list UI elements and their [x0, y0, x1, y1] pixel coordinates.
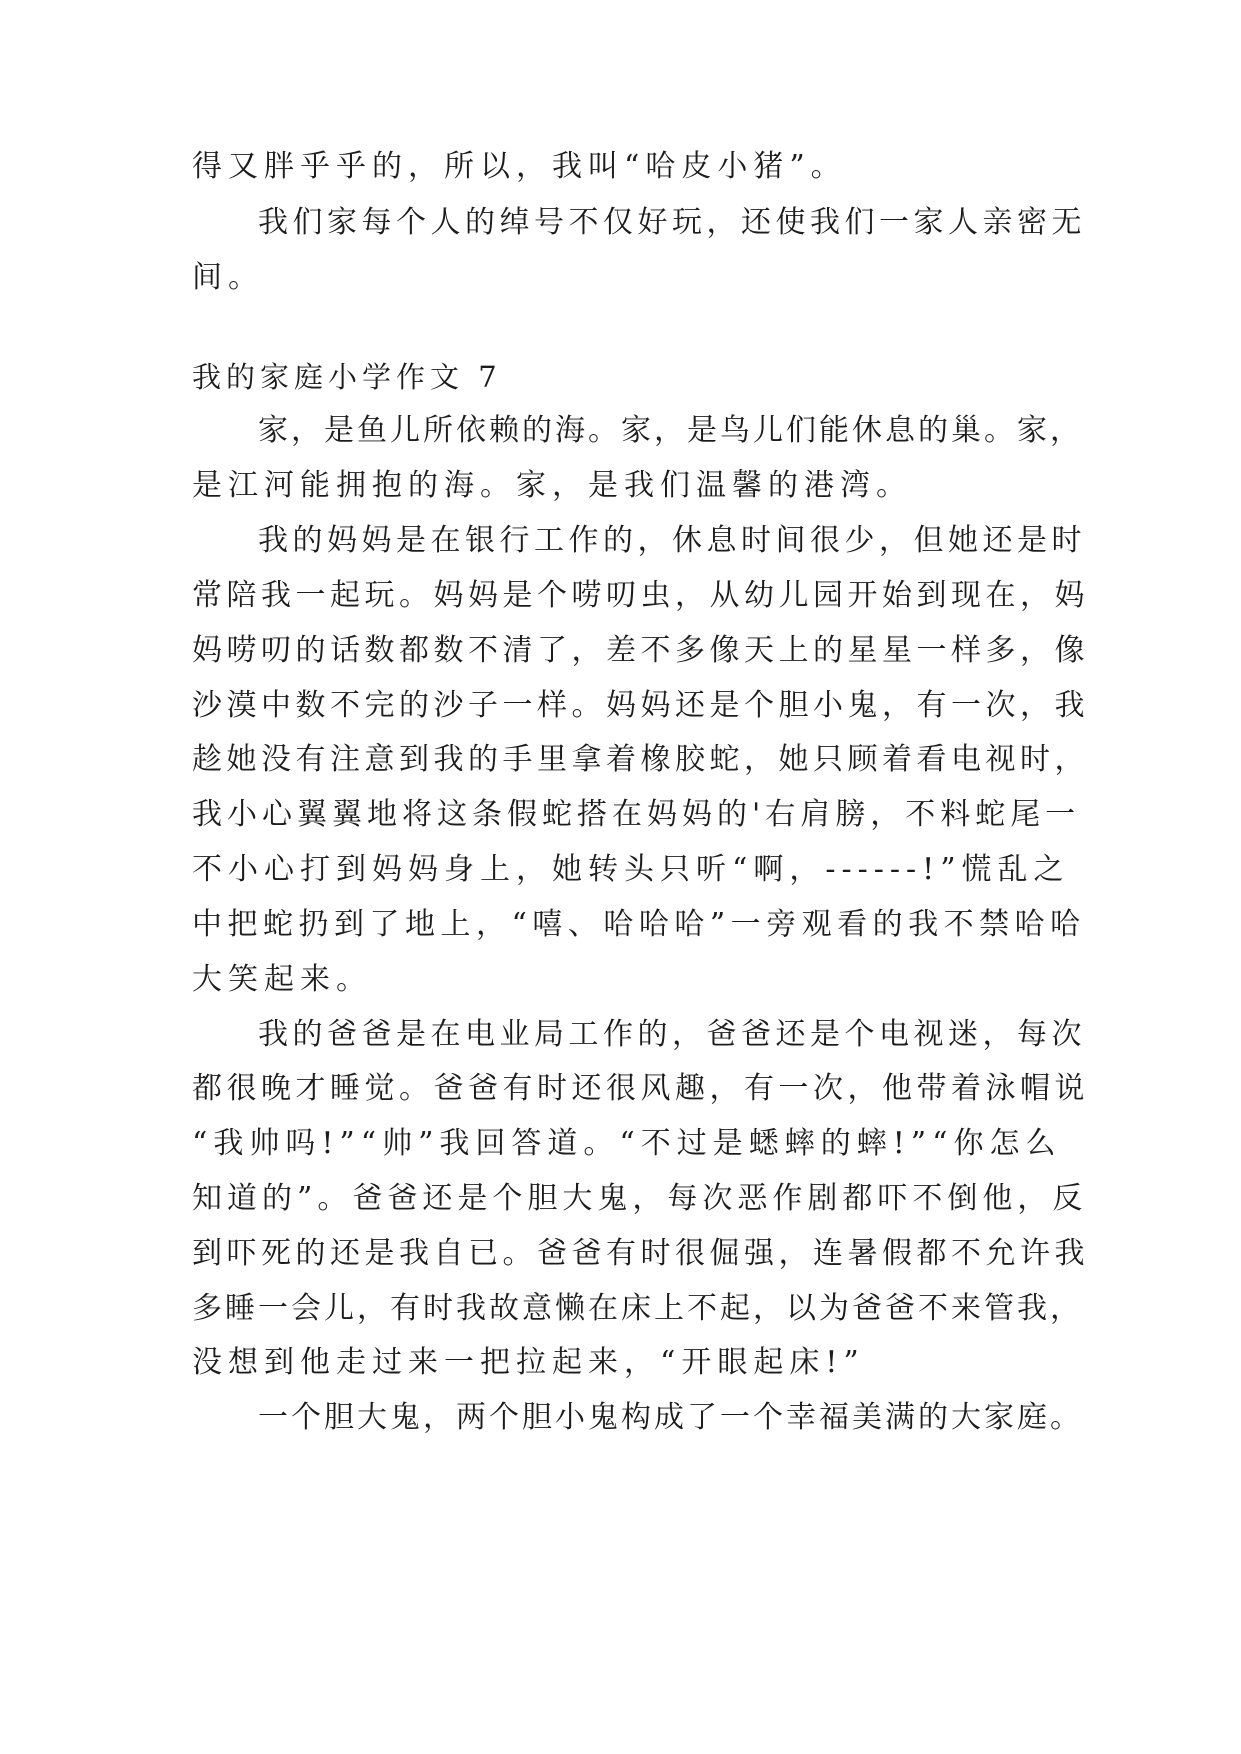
section-heading: 我的家庭小学作文 7 — [192, 360, 502, 394]
paragraph-line: 我小心翼翼地将这条假蛇搭在妈妈的'右肩膀，不料蛇尾一 — [192, 797, 1081, 832]
paragraph-line: 不小心打到妈妈身上，她转头只听“啊，------!”慌乱之 — [192, 852, 1070, 887]
paragraph-line: 家，是鱼儿所依赖的海。家，是鸟儿们能休息的巢。家， — [258, 413, 1083, 448]
paragraph-line: 常陪我一起玩。妈妈是个唠叨虫，从幼儿园开始到现在，妈 — [192, 578, 1089, 613]
paragraph-line: 知道的”。爸爸还是个胆大鬼，每次恶作剧都吓不倒他，反 — [192, 1181, 1088, 1216]
paragraph-line: 一个胆大鬼，两个胆小鬼构成了一个幸福美满的大家庭。 — [258, 1400, 1083, 1435]
paragraph-line: 中把蛇扔到了地上，“嘻、哈哈哈”一旁观看的我不禁哈哈 — [192, 907, 1086, 942]
paragraph-line: 多睡一会儿，有时我故意懒在床上不起，以为爸爸不来管我， — [192, 1291, 1083, 1326]
paragraph-line: 间。 — [192, 260, 264, 295]
paragraph-line: 到吓死的还是我自已。爸爸有时很倔强，连暑假都不允许我 — [192, 1236, 1089, 1271]
paragraph-line: 我们家每个人的绰号不仅好玩，还使我们一家人亲密无 — [258, 205, 1086, 240]
paragraph-line: 我的妈妈是在银行工作的，休息时间很少，但她还是时 — [258, 523, 1086, 558]
paragraph-line: 沙漠中数不完的沙子一样。妈妈还是个胆小鬼，有一次，我 — [192, 688, 1089, 723]
paragraph-line: 趁她没有注意到我的手里拿着橡胶蛇，她只顾着看电视时， — [192, 742, 1089, 777]
paragraph-line: 是江河能拥抱的海。家，是我们温馨的港湾。 — [192, 468, 912, 503]
paragraph-line: 得又胖乎乎的，所以，我叫“哈皮小猪”。 — [192, 149, 847, 184]
paragraph-line: 我的爸爸是在电业局工作的，爸爸还是个电视迷，每次 — [258, 1017, 1086, 1052]
paragraph-line: 妈唠叨的话数都数不清了，差不多像天上的星星一样多，像 — [192, 633, 1089, 668]
paragraph-line: 都很晚才睡觉。爸爸有时还很风趣，有一次，他带着泳帽说 — [192, 1071, 1089, 1106]
paragraph-line: “我帅吗!”“帅”我回答道。“不过是蟋蟀的蟀!”“你怎么 — [192, 1126, 1062, 1161]
paragraph-line: 大笑起来。 — [192, 962, 372, 997]
paragraph-line: 没想到他走过来一把拉起来，“开眼起床!” — [192, 1345, 865, 1380]
